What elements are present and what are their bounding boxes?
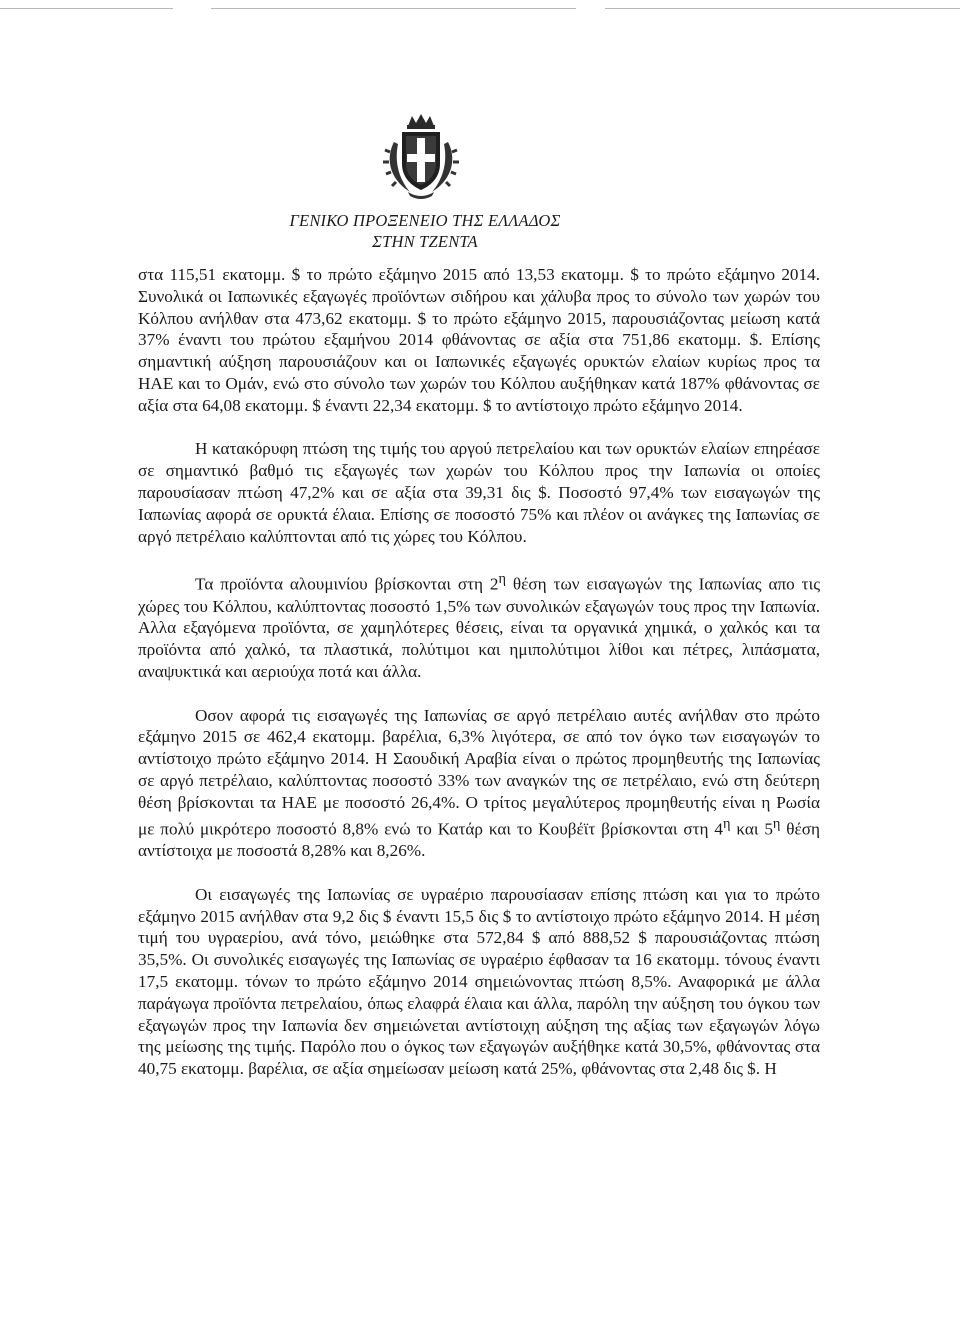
paragraph-gap: [138, 417, 820, 439]
paragraph-4-text-a: Οσον αφορά τις εισαγωγές της Ιαπωνίας σε αργό πετρέλαιο αυτές ανήλθαν στο πρώτο εξάμηνο 2015 σε 462,4 εκατομμ. βαρέλια, 6,3% λιγότερα, σε από τον όγκο των εισαγωγών το αντίστοιχο πρώτο εξάμηνο 2014. Η Σαουδική Αραβία είναι ο πρώτος προμηθευτής της Ιαπωνίας σε αργό πετρέλαιο, καλύπτοντας ποσοστό 33% των αναγκών της σε πετρέλαιο, ενώ στη δεύτερη θέση βρίσκονται τα ΗΑΕ με ποσοστό 26,4%. Ο τρίτος μεγαλύτερος προμηθευτής είναι η Ρωσία με πολύ μικρότερο ποσοστό 8,8% ενώ το Κατάρ και το Κουβέϊτ βρίσκονται στη 4: [138, 705, 820, 839]
ordinal-superscript: η: [498, 571, 507, 588]
paragraph-1: στα 115,51 εκατομμ. $ το πρώτο εξάμηνο 2015 από 13,53 εκατομμ. $ το πρώτο εξάμηνο 2014. Συνολικά οι Ιαπωνικές εξαγωγές προϊόντων σιδήρου και χάλυβα προς το σύνολο των χωρών του Κόλπου ανήλθαν στα 473,62 εκατομμ. $ το πρώτο εξάμηνο 2015, παρουσιάζοντας μείωση κατά 37% έναντι του πρώτου εξαμήνου 2014 φθάνοντας σε αξία στα 751,86 εκατομμ. $. Επίσης σημαντική αύξηση παρουσιάζουν και οι Ιαπωνικές εξαγωγές ορυκτών ελαίων κυρίως προς τα ΗΑΕ και το Ομάν, ενώ στο σύνολο των χωρών του Κόλπου αυξήθηκαν κατά 187% φθάνοντας σε αξία στα 64,08 εκατομμ. $ έναντι 22,34 εκατομμ. $ το αντίστοιχο πρώτο εξάμηνο 2014.: [138, 265, 820, 415]
paragraph-gap: [138, 683, 820, 705]
consulate-name-line1: ΓΕΝΙΚΟ ΠΡΟΞΕΝΕΙΟ ΤΗΣ ΕΛΛΑΔΟΣ: [289, 211, 561, 230]
paragraph-2: Η κατακόρυφη πτώση της τιμής του αργού πετρελαίου και των ορυκτών ελαίων επηρέασε σε σημαντικό βαθμό τις εξαγωγές των χωρών του Κόλπου προς την Ιαπωνία οι οποίες παρουσίασαν πτώση 47,2% και σε αξία στα 39,31 δις $. Ποσοστό 97,4% των εισαγωγών της Ιαπωνίας αφορά σε ορυκτά έλαια. Επίσης σε ποσοστό 75% και πλέον οι ανάγκες της Ιαπωνίας σε αργό πετρέλαιο καλύπτονται από τις χώρες του Κόλπου.: [138, 439, 820, 546]
scan-edge-line: [0, 8, 960, 9]
paragraph-5: Οι εισαγωγές της Ιαπωνίας σε υγραέριο παρουσίασαν επίσης πτώση και για το πρώτο εξάμηνο 2015 ανήλθαν στα 9,2 δις $ έναντι 15,5 δις $ το αντίστοιχο πρώτο εξάμηνο 2014. Η μέση τιμή του υγραερίου, ανά τόνο, μειώθηκε στα 572,84 $ από 888,52 $ παρουσιάζοντας πτώση 35,5%. Οι συνολικές εισαγωγές της Ιαπωνίας σε υγραέριο έφθασαν τα 16 εκατομμ. τόνους έναντι 17,5 εκατομμ. τόνων το πρώτο εξάμηνο 2014 σημειώνοντας πτώση 8,5%. Αναφορικά με άλλα παράγωγα προϊόντα πετρελαίου, όπως ελαφρά έλαια και άλλα, παρόλη την αύξηση του όγκου των εξαγωγών προς την Ιαπωνία δεν σημειώνεται αντίστοιχη αύξηση της αξίας των εξαγωγών λόγω της μείωσης της τιμής. Παρόλο που ο όγκος των εξαγωγών αυξήθηκε κατά 30,5%, φθάνοντας στα 40,75 εκατομμ. βαρέλια, σε αξία σημείωσαν μείωση κατά 25%, φθάνοντας στα 2,48 δις $. Η: [138, 884, 820, 1079]
paragraph-3-text-b: θέση των εισαγωγών της Ιαπωνίας απο τις χώρες του Κόλπου, καλύπτοντας ποσοστό 1,5% των συνολικών εξαγωγών τους προς την Ιαπωνία. Αλλα εξαγόμενα προϊόντα, σε χαμηλότερες θέσεις, είναι τα οργανικά χημικά, ο χαλκός και τα προϊόντα από χαλκό, τα πλαστικά, πολύτιμοι και ημιπολύτιμοι λίθοι και πέτρες, λιπάσματα, αναψυκτικά και αεριούχα ποτά και άλλα.: [138, 574, 821, 682]
paragraph-4: [138, 705, 820, 862]
paragraph-3: [138, 569, 820, 683]
ordinal-superscript: η: [772, 815, 781, 832]
consulate-name-line2: ΣΤΗΝ ΤΖΕΝΤΑ: [372, 232, 478, 251]
paragraph-gap: [138, 547, 820, 569]
paragraph-3-text-a: Τα προϊόντα αλουμινίου βρίσκονται στη 2: [195, 574, 499, 594]
ordinal-superscript: η: [722, 815, 731, 832]
document-body: [138, 264, 820, 1080]
paragraph-gap: [138, 862, 820, 884]
paragraph-4-text-c: θέση αντίστοιχα με ποσοστά 8,28% και 8,26%.: [138, 819, 820, 861]
greek-coat-of-arms-icon: [380, 112, 462, 200]
paragraph-4-text-b: και 5: [730, 819, 773, 839]
